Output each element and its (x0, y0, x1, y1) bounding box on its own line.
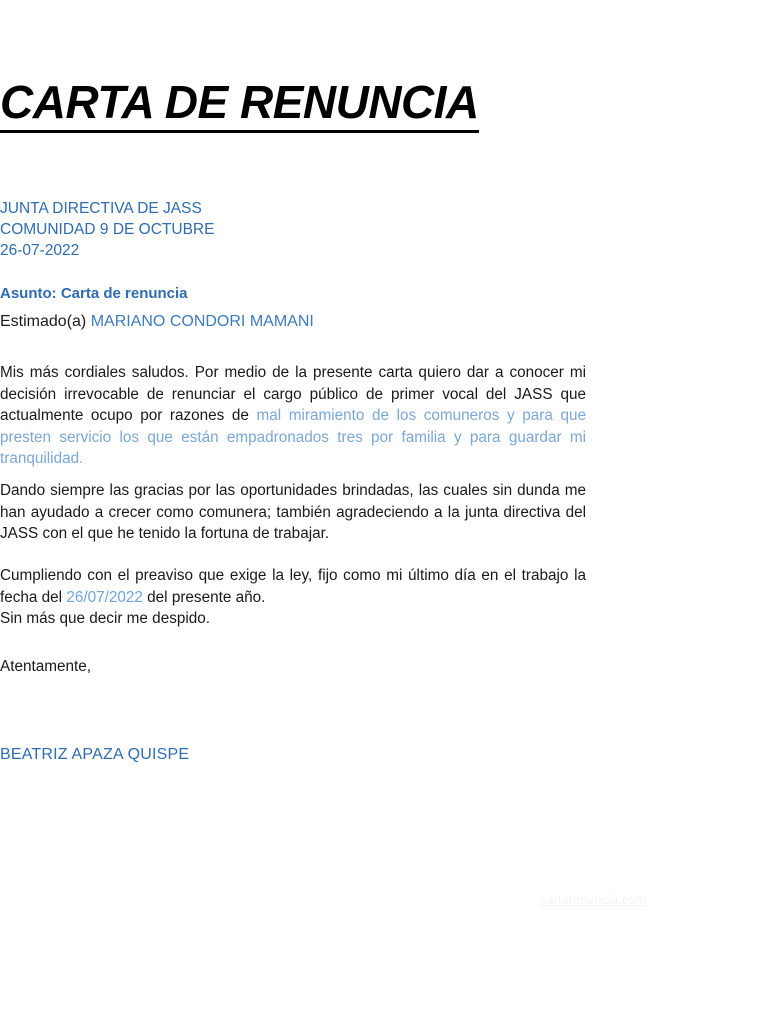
body-paragraph-2: Dando siempre las gracias por las oportunidades brindadas, las cuales sin dunda me han ayudado a crecer como comunera; también agradeciendo a la junta directiva del JASS con el que he tenido la fortuna de trabajar. (0, 482, 586, 542)
header-line-date: 26-07-2022 (0, 242, 80, 259)
page-title (0, 76, 479, 133)
greeting-line (0, 313, 314, 331)
paragraph-3-part-1: Cumpliendo con el preaviso que exige la ley, fijo como mi último día en el trabajo la fecha del (0, 567, 586, 606)
body-paragraph-3 (0, 565, 586, 630)
paragraph-3-last-day-date: 26/07/2022 (66, 588, 143, 606)
greeting-recipient-name: MARIANO CONDORI MAMANI (90, 313, 314, 330)
body-paragraph-1 (0, 362, 586, 470)
header-line-community: COMUNIDAD 9 DE OCTUBRE (0, 221, 215, 238)
signature-name: BEATRIZ APAZA QUISPE (0, 746, 190, 763)
subject-line: Asunto: Carta de renuncia (0, 285, 188, 302)
greeting-salutation: Estimado(a) (0, 313, 87, 330)
watermark-text: cartarenuncia.com (540, 893, 647, 907)
paragraph-1-main-text: Mis más cordiales saludos. Por medio de la presente carta quiero dar a conocer mi decisión irrevocable de renunciar el cargo público de primer vocal del JASS que actualmente ocupo por razones de (0, 364, 586, 424)
letter-header-block (0, 198, 214, 261)
closing-line: Atentamente, (0, 658, 91, 675)
paragraph-3-farewell: Sin más que decir me despido. (0, 610, 211, 627)
page-title-text: CARTA DE RENUNCIA (0, 76, 479, 133)
header-line-organization: JUNTA DIRECTIVA DE JASS (0, 200, 202, 217)
paragraph-1-reason-text: mal miramiento de los comuneros y para que presten servicio los que están empadronados tres por familia y para guardar mi tranquilidad. (0, 407, 586, 467)
paragraph-3-part-2: del presente año. (142, 588, 266, 606)
